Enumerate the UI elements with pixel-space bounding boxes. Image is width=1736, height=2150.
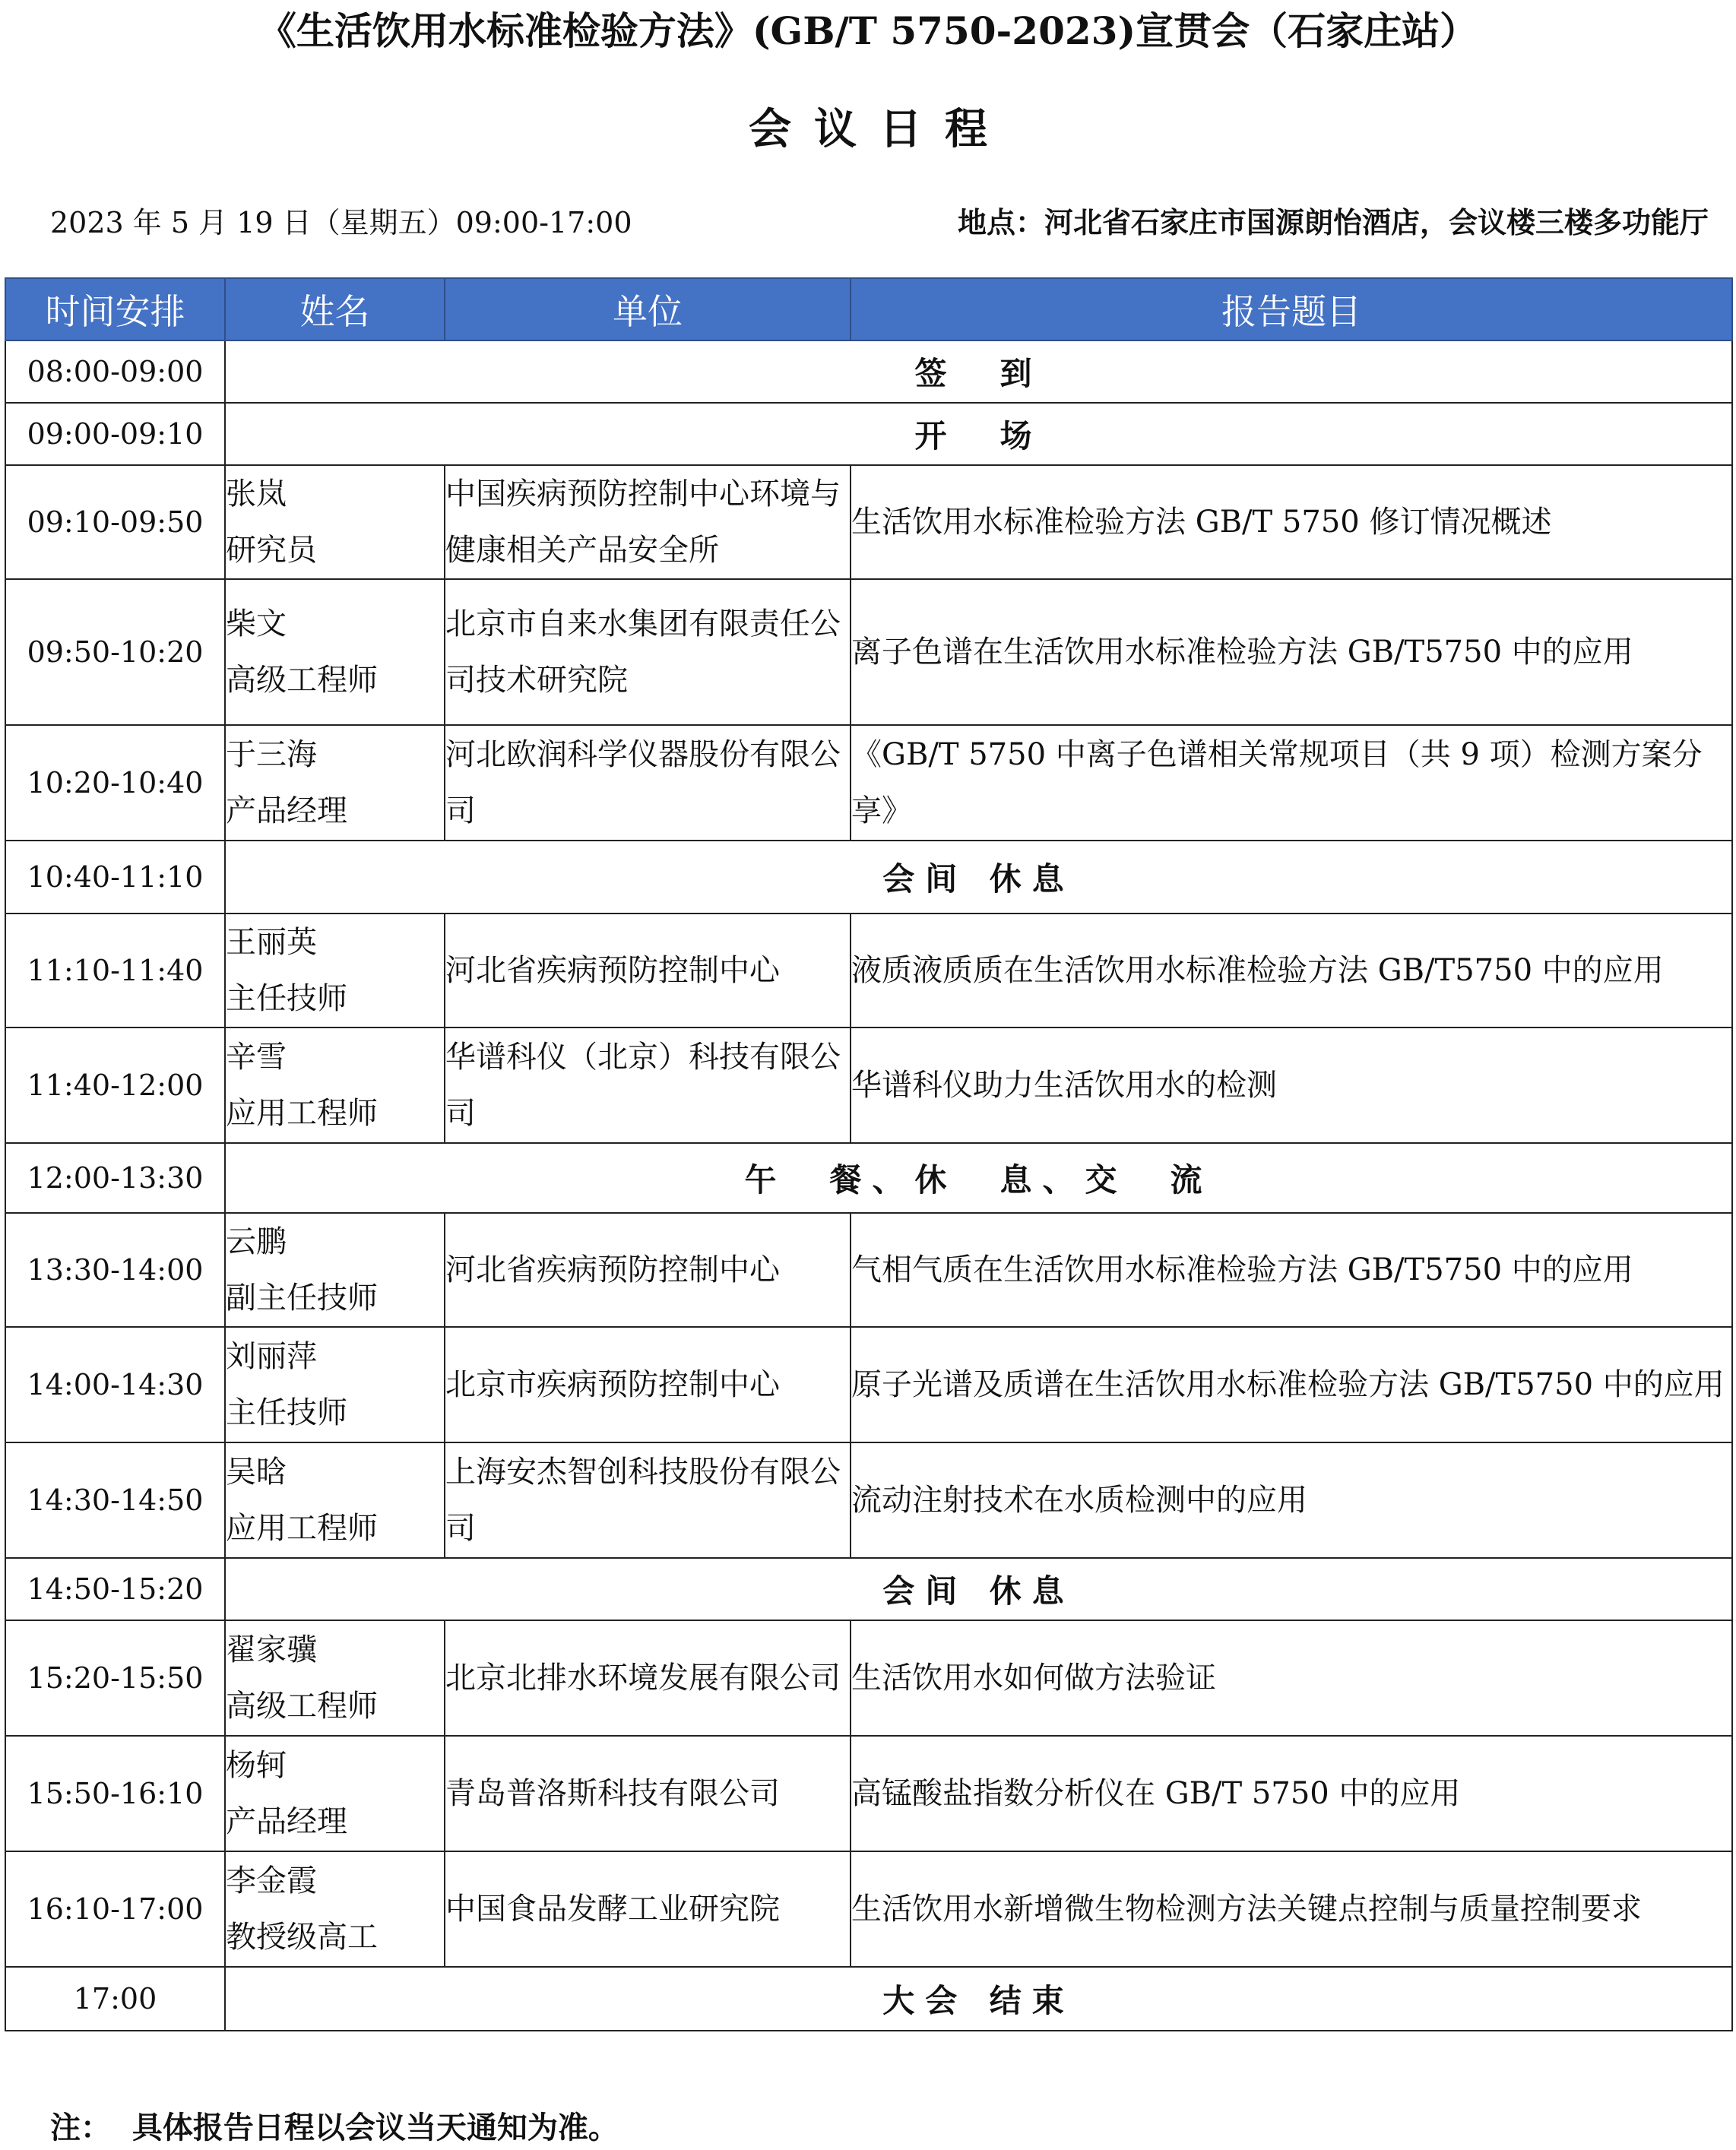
topic-cell: 高锰酸盐指数分析仪在 GB/T 5750 中的应用 [851, 1736, 1732, 1851]
schedule-table [5, 277, 1733, 2031]
speaker-cell [225, 725, 445, 841]
speaker-name: 于三海 [226, 737, 317, 772]
time-cell: 08:00-09:00 [5, 340, 225, 403]
event-row [5, 1967, 1732, 2031]
session-row [5, 579, 1732, 725]
time-cell: 11:10-11:40 [5, 914, 225, 1028]
topic-cell: 华谱科仪助力生活饮用水的检测 [851, 1028, 1732, 1143]
speaker-cell [225, 914, 445, 1028]
speaker-title: 应用工程师 [226, 1096, 378, 1131]
speaker-title: 应用工程师 [226, 1511, 378, 1546]
unit-cell: 青岛普洛斯科技有限公司 [445, 1736, 851, 1851]
speaker-name: 杨轲 [226, 1748, 287, 1783]
event-label: 签 到 [914, 355, 1043, 392]
speaker-title: 高级工程师 [226, 1689, 378, 1724]
event-label: 大会 结束 [882, 1982, 1075, 2019]
event-row [5, 340, 1732, 403]
time-cell: 15:50-16:10 [5, 1736, 225, 1851]
unit-cell: 北京市疾病预防控制中心 [445, 1327, 851, 1442]
speaker-title: 产品经理 [226, 793, 347, 828]
event-cell [225, 1143, 1732, 1213]
topic-cell: 液质液质质在生活饮用水标准检验方法 GB/T5750 中的应用 [851, 914, 1732, 1028]
session-row [5, 914, 1732, 1028]
time-cell: 12:00-13:30 [5, 1143, 225, 1213]
footnote: 注： 具体报告日程以会议当天通知为准。 [50, 2110, 619, 2145]
table-header-row [5, 278, 1732, 340]
time-cell: 14:30-14:50 [5, 1442, 225, 1558]
time-cell: 10:20-10:40 [5, 725, 225, 841]
speaker-title: 主任技师 [226, 981, 347, 1016]
header-name: 姓名 [225, 278, 445, 340]
session-row [5, 725, 1732, 841]
time-cell: 10:40-11:10 [5, 841, 225, 914]
speaker-name: 辛雪 [226, 1040, 287, 1075]
time-cell: 11:40-12:00 [5, 1028, 225, 1143]
session-row [5, 465, 1732, 579]
event-row [5, 1143, 1732, 1213]
speaker-name: 翟家骥 [226, 1632, 317, 1667]
header-unit: 单位 [445, 278, 851, 340]
topic-cell: 生活饮用水标准检验方法 GB/T 5750 修订情况概述 [851, 465, 1732, 579]
time-cell: 14:00-14:30 [5, 1327, 225, 1442]
time-cell: 16:10-17:00 [5, 1851, 225, 1967]
session-row [5, 1620, 1732, 1736]
session-row [5, 1442, 1732, 1558]
event-label: 会间 休息 [882, 1572, 1075, 1610]
topic-cell: 原子光谱及质谱在生活饮用水标准检验方法 GB/T5750 中的应用 [851, 1327, 1732, 1442]
speaker-cell [225, 1851, 445, 1967]
event-cell [225, 403, 1732, 465]
speaker-cell [225, 1213, 445, 1327]
speaker-name: 云鹏 [226, 1224, 287, 1259]
event-label: 会间 休息 [882, 860, 1075, 898]
topic-cell: 流动注射技术在水质检测中的应用 [851, 1442, 1732, 1558]
event-label: 开 场 [914, 417, 1043, 454]
page-subtitle: 会议日程 [749, 104, 1010, 154]
time-cell: 14:50-15:20 [5, 1558, 225, 1620]
time-cell: 09:50-10:20 [5, 579, 225, 725]
unit-cell: 华谱科仪（北京）科技有限公司 [445, 1028, 851, 1143]
speaker-name: 吴晗 [226, 1455, 287, 1490]
event-row [5, 1558, 1732, 1620]
speaker-title: 研究员 [226, 533, 317, 568]
header-topic: 报告题目 [851, 278, 1732, 340]
speaker-cell [225, 465, 445, 579]
event-row [5, 403, 1732, 465]
topic-cell: 生活饮用水新增微生物检测方法关键点控制与质量控制要求 [851, 1851, 1732, 1967]
speaker-name: 张岚 [226, 477, 287, 511]
speaker-cell [225, 1327, 445, 1442]
session-row [5, 1736, 1732, 1851]
date-line: 2023 年 5 月 19 日（星期五）09:00-17:00 [50, 206, 632, 239]
event-row [5, 841, 1732, 914]
topic-cell: 生活饮用水如何做方法验证 [851, 1620, 1732, 1736]
speaker-name: 柴文 [226, 606, 287, 641]
speaker-title: 主任技师 [226, 1395, 347, 1430]
topic-cell: 《GB/T 5750 中离子色谱相关常规项目（共 9 项）检测方案分享》 [851, 725, 1732, 841]
unit-cell: 河北省疾病预防控制中心 [445, 1213, 851, 1327]
unit-cell: 中国疾病预防控制中心环境与健康相关产品安全所 [445, 465, 851, 579]
session-row [5, 1851, 1732, 1967]
unit-cell: 北京北排水环境发展有限公司 [445, 1620, 851, 1736]
unit-cell: 中国食品发酵工业研究院 [445, 1851, 851, 1967]
unit-cell: 北京市自来水集团有限责任公司技术研究院 [445, 579, 851, 725]
page-title: 《生活饮用水标准检验方法》(GB/T 5750-2023)宣贯会（石家庄站） [258, 8, 1478, 53]
topic-cell: 离子色谱在生活饮用水标准检验方法 GB/T5750 中的应用 [851, 579, 1732, 725]
event-cell [225, 1967, 1732, 2031]
speaker-name: 王丽英 [226, 925, 317, 960]
speaker-title: 产品经理 [226, 1804, 347, 1839]
speaker-title: 教授级高工 [226, 1920, 378, 1955]
header-time: 时间安排 [5, 278, 225, 340]
schedule-body [5, 340, 1732, 2031]
speaker-cell [225, 1736, 445, 1851]
topic-cell: 气相气质在生活饮用水标准检验方法 GB/T5750 中的应用 [851, 1213, 1732, 1327]
speaker-title: 高级工程师 [226, 663, 378, 698]
speaker-cell [225, 1028, 445, 1143]
time-cell: 09:00-09:10 [5, 403, 225, 465]
time-cell: 17:00 [5, 1967, 225, 2031]
speaker-cell [225, 579, 445, 725]
speaker-title: 副主任技师 [226, 1281, 378, 1316]
speaker-name: 刘丽萍 [226, 1339, 317, 1374]
session-row [5, 1213, 1732, 1327]
time-cell: 09:10-09:50 [5, 465, 225, 579]
unit-cell: 上海安杰智创科技股份有限公司 [445, 1442, 851, 1558]
speaker-cell [225, 1442, 445, 1558]
event-cell [225, 841, 1732, 914]
speaker-name: 李金霞 [226, 1863, 317, 1898]
unit-cell: 河北欧润科学仪器股份有限公司 [445, 725, 851, 841]
session-row [5, 1028, 1732, 1143]
time-cell: 13:30-14:00 [5, 1213, 225, 1327]
event-cell [225, 1558, 1732, 1620]
event-cell [225, 340, 1732, 403]
session-row [5, 1327, 1732, 1442]
time-cell: 15:20-15:50 [5, 1620, 225, 1736]
unit-cell: 河北省疾病预防控制中心 [445, 914, 851, 1028]
venue-line: 地点：河北省石家庄市国源朗怡酒店，会议楼三楼多功能厅 [957, 205, 1709, 239]
speaker-cell [225, 1620, 445, 1736]
event-label: 午 餐、休 息、交 流 [744, 1161, 1213, 1198]
